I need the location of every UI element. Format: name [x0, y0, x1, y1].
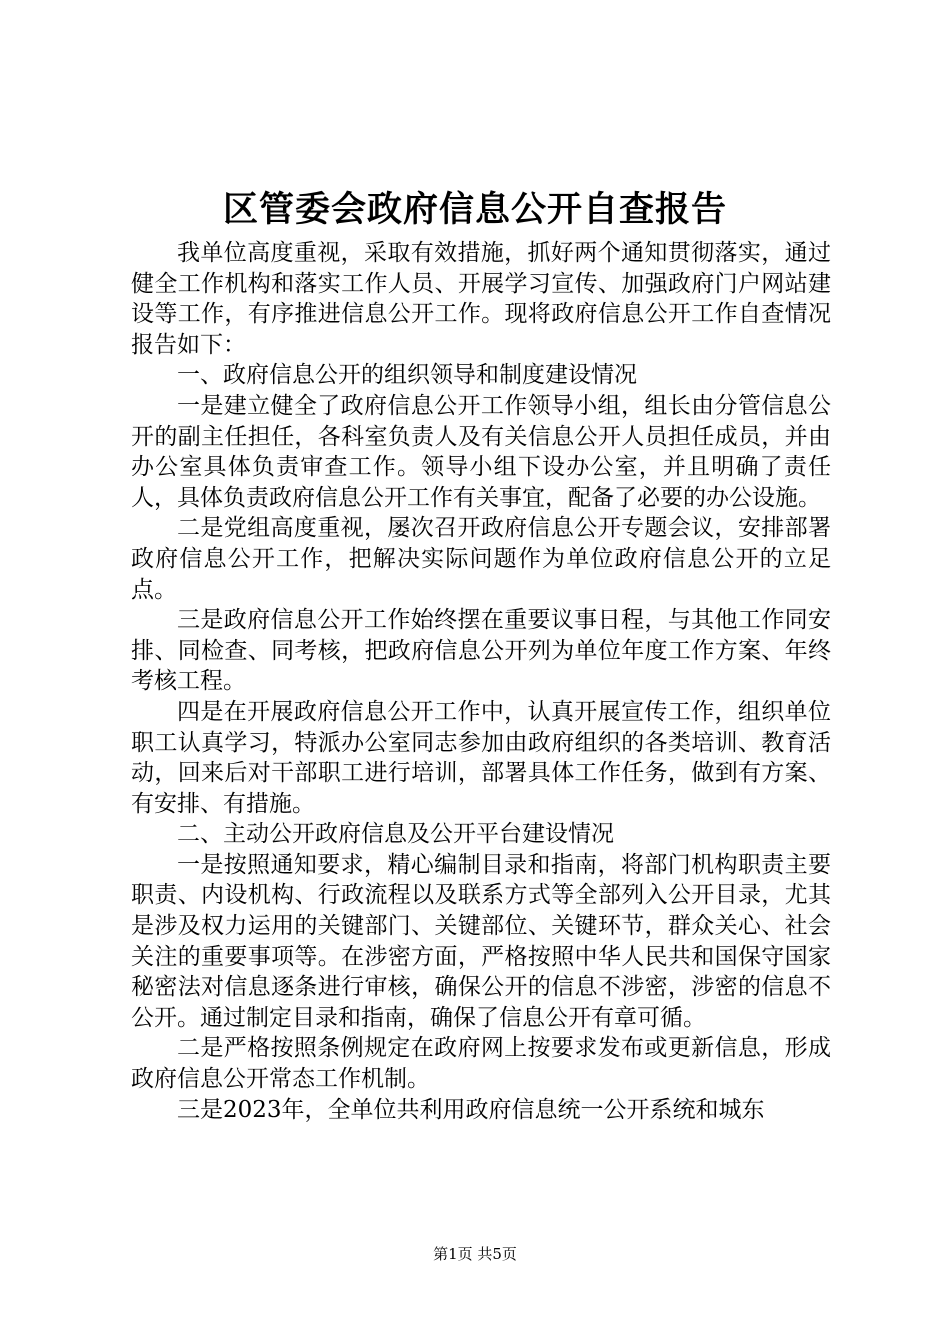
- section-heading-1: 一、政府信息公开的组织领导和制度建设情况: [177, 362, 637, 389]
- paragraph: 四是在开展政府信息公开工作中，认真开展宣传工作，组织单位职工认真学习，特派办公室同志参加由政府组织的各类培训、教育活动，回来后对干部职工进行培训，部署具体工作任务，做到有方案、有安排、有措施。: [131, 698, 831, 817]
- paragraph: 三是政府信息公开工作始终摆在重要议事日程，与其他工作同安排、同检查、同考核，把政府信息公开列为单位年度工作方案、年终考核工程。: [131, 607, 831, 695]
- paragraph: 三是2023年，全单位共利用政府信息统一公开系统和城东: [177, 1096, 765, 1123]
- section-heading-2: 二、主动公开政府信息及公开平台建设情况: [177, 821, 614, 848]
- page-number-footer: 第1页 共5页: [433, 1245, 517, 1263]
- paragraph: 二是严格按照条例规定在政府网上按要求发布或更新信息，形成政府信息公开常态工作机制。: [131, 1035, 831, 1093]
- paragraph-intro: 我单位高度重视，采取有效措施，抓好两个通知贯彻落实，通过健全工作机构和落实工作人员、开展学习宣传、加强政府门户网站建设等工作，有序推进信息公开工作。现将政府信息公开工作自查情况报告如下：: [131, 240, 831, 358]
- page-title: 区管委会政府信息公开自查报告: [222, 189, 727, 230]
- paragraph: 一是按照通知要求，精心编制目录和指南，将部门机构职责主要职责、内设机构、行政流程以及联系方式等全部列入公开目录，尤其是涉及权力运用的关键部门、关键部位、关键环节，群众关心、社会关注的重要事项等。在涉密方面，严格按照中华人民共和国保守国家秘密法对信息逐条进行审核，确保公开的信息不涉密，涉密的信息不公开。通过制定目录和指南，确保了信息公开有章可循。: [131, 851, 831, 1031]
- paragraph: 二是党组高度重视，屡次召开政府信息公开专题会议，安排部署政府信息公开工作，把解决实际问题作为单位政府信息公开的立足点。: [131, 515, 831, 603]
- paragraph: 一是建立健全了政府信息公开工作领导小组，组长由分管信息公开的副主任担任，各科室负责人及有关信息公开人员担任成员，并由办公室具体负责审查工作。领导小组下设办公室，并且明确了责任人，具体负责政府信息公开工作有关事宜，配备了必要的办公设施。: [131, 392, 831, 511]
- document-body: [131, 238, 831, 1125]
